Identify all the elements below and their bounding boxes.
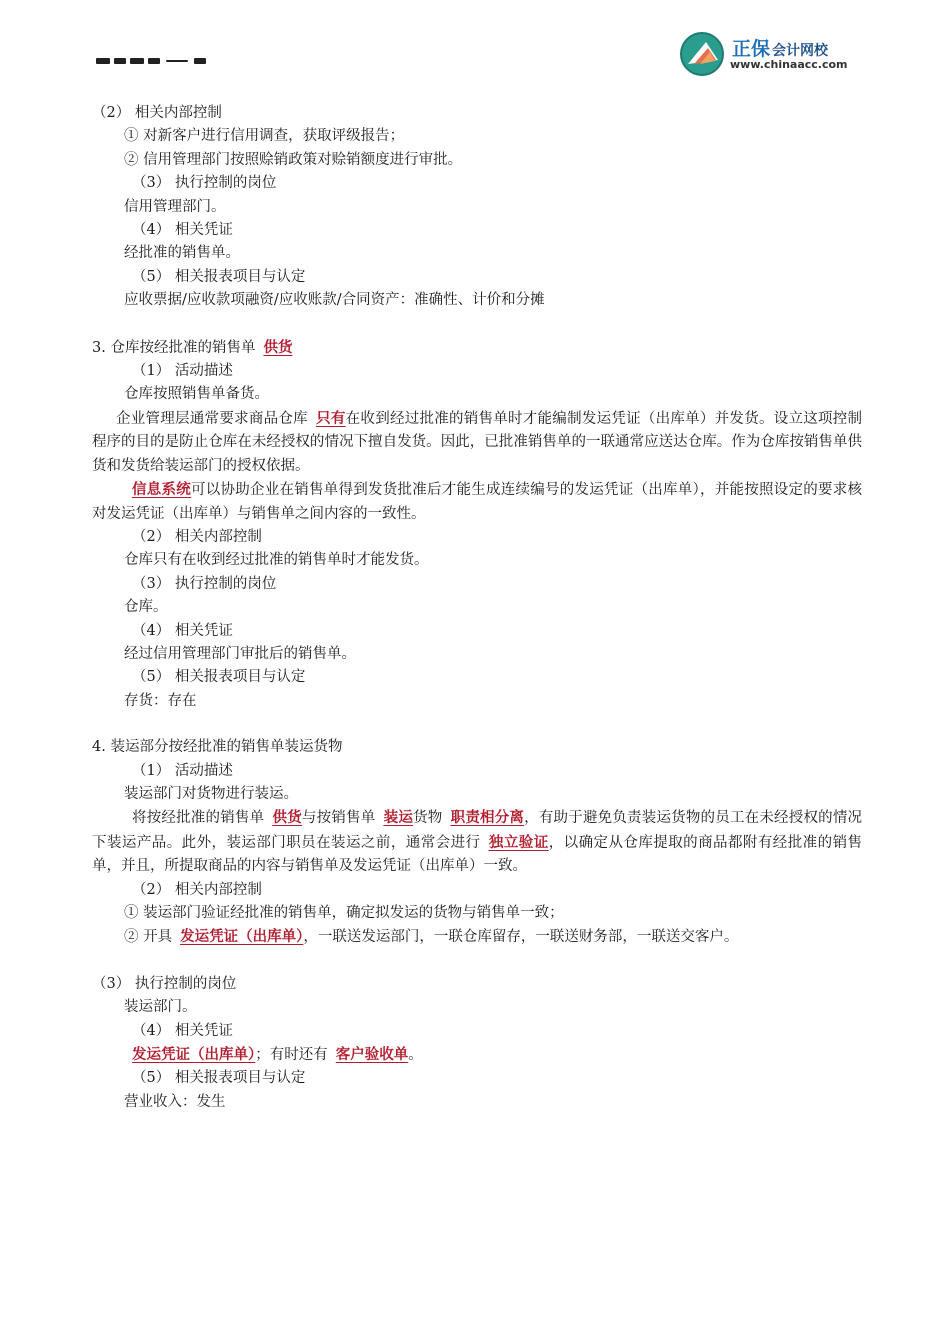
highlight-supply: 供货 bbox=[263, 338, 293, 356]
b4-heading-documents: （4） 相关凭证 bbox=[132, 1022, 233, 1039]
b1-control-1: ① 对新客户进行信用调查，获取评级报告； bbox=[124, 128, 405, 145]
b4-control-1: ① 装运部门验证经批准的销售单，确定拟发运的货物与销售单一致； bbox=[124, 905, 564, 921]
b1-documents: 经批准的销售单。 bbox=[124, 245, 240, 262]
logo-url: www.chinaacc.com bbox=[730, 58, 848, 71]
highlight-shipping-doc: 发运凭证（出库单） bbox=[180, 928, 304, 946]
b3-documents: 经过信用管理部门审批后的销售单。 bbox=[124, 645, 356, 662]
b4-p-text-b: 与按销售单 bbox=[301, 810, 376, 827]
b4-documents-mid: ；有时还有 bbox=[255, 1047, 328, 1064]
b3-activity: 仓库按照销售单备货。 bbox=[124, 386, 269, 403]
b1-assertions: 应收票据/应收款项融资/应收账款/合同资产：准确性、计价和分摊 bbox=[124, 292, 545, 309]
b3-p2-text: 可以协助企业在销售单得到发货批准后才能生成连续编号的发运凭证（出库单），并能按照设定的要求核对发运凭证（出库单）与销售单之间内容的一致性。 bbox=[92, 482, 862, 522]
b4-heading-position: （3） 执行控制的岗位 bbox=[92, 975, 237, 992]
logo-title bbox=[732, 34, 828, 61]
highlight-info-system: 信息系统 bbox=[132, 481, 191, 499]
logo-emblem-icon bbox=[678, 30, 728, 78]
b4-p-text-c: 货物 bbox=[413, 810, 443, 827]
b3-heading-controls: （2） 相关内部控制 bbox=[132, 528, 262, 545]
b4-control-2-text-b: ，一联送发运部门，一联仓库留存，一联送财务部，一联送交客户。 bbox=[303, 929, 739, 946]
b4-p-text-e: ，以确定从仓库提取的商品都附有经批准的销售单，并且，所提取商品的内容与销售单及发运凭证（出库单）一致。 bbox=[92, 834, 863, 875]
b3-heading-activity: （1） 活动描述 bbox=[132, 363, 233, 380]
b3-p1-text-b: 在收到经过批准的销售单时才能编制发运凭证（出库单）并发货。设立这项控制程序的目的是防止仓库在未经授权的情况下擅自发货。因此，已批准销售单的一联通常应送达仓库。作为仓库按销售单供货和发货给装运部门的授权依据。 bbox=[92, 410, 863, 474]
b3-heading-documents: （4） 相关凭证 bbox=[132, 622, 233, 639]
b3-paragraph-1 bbox=[92, 407, 862, 478]
b4-control-2 bbox=[92, 925, 862, 949]
header-text-fragment bbox=[96, 54, 208, 68]
brand-logo[interactable] bbox=[678, 30, 868, 78]
highlight-independent-check: 独立验证 bbox=[488, 833, 549, 851]
highlight-customer-receipt: 客户验收单 bbox=[335, 1046, 409, 1064]
section-3-title bbox=[92, 336, 862, 360]
b4-heading-controls: （2） 相关内部控制 bbox=[132, 881, 262, 898]
b3-position: 仓库。 bbox=[124, 599, 168, 616]
b3-control: 仓库只有在收到经过批准的销售单时才能发货。 bbox=[124, 552, 429, 569]
b4-activity: 装运部门对货物进行装运。 bbox=[124, 785, 298, 802]
b1-heading-position: （3） 执行控制的岗位 bbox=[132, 175, 277, 192]
b4-documents-end: 。 bbox=[408, 1047, 423, 1064]
b4-heading-assertions: （5） 相关报表项目与认定 bbox=[132, 1070, 306, 1087]
b4-control-2-text-a: ② 开具 bbox=[124, 929, 173, 946]
highlight-shipping-doc-2: 发运凭证（出库单） bbox=[132, 1046, 256, 1064]
b4-heading-activity: （1） 活动描述 bbox=[132, 762, 233, 779]
b3-paragraph-2 bbox=[92, 478, 862, 526]
b3-assertions: 存货：存在 bbox=[124, 692, 197, 709]
b1-heading-controls: （2） 相关内部控制 bbox=[92, 105, 222, 121]
highlight-supply-2: 供货 bbox=[272, 809, 302, 827]
b1-position: 信用管理部门。 bbox=[124, 198, 226, 215]
highlight-only: 只有 bbox=[315, 409, 346, 427]
section-4-title: 4. 装运部分按经批准的销售单装运货物 bbox=[92, 739, 343, 756]
b4-p-text-a: 将按经批准的销售单 bbox=[132, 810, 265, 827]
b4-assertions: 营业收入：发生 bbox=[124, 1093, 226, 1110]
logo-sub: 会计网校 bbox=[772, 43, 829, 59]
b1-control-2: ② 信用管理部门按照赊销政策对赊销额度进行审批。 bbox=[124, 151, 463, 168]
b1-heading-documents: （4） 相关凭证 bbox=[132, 222, 233, 239]
highlight-segregation: 职责相分离 bbox=[450, 809, 525, 827]
document-body bbox=[92, 102, 862, 1114]
b4-documents bbox=[92, 1043, 862, 1067]
highlight-shipping: 装运 bbox=[383, 809, 414, 827]
b4-paragraph bbox=[92, 806, 862, 878]
logo-main: 正保 bbox=[732, 38, 771, 60]
b1-heading-assertions: （5） 相关报表项目与认定 bbox=[132, 268, 306, 285]
b4-p-text-d: ，有助于避免负责装运货物的员工在未经授权的情况下装运产品。此外，装运部门职员在装运之前，通常会进行 bbox=[92, 810, 863, 851]
section-3-title-text: 3. 仓库按经批准的销售单 bbox=[92, 339, 256, 356]
b3-heading-assertions: （5） 相关报表项目与认定 bbox=[132, 669, 306, 686]
b3-p1-text-a: 企业管理层通常要求商品仓库 bbox=[116, 410, 308, 427]
b4-position: 装运部门。 bbox=[124, 999, 197, 1016]
b3-heading-position: （3） 执行控制的岗位 bbox=[132, 575, 277, 592]
